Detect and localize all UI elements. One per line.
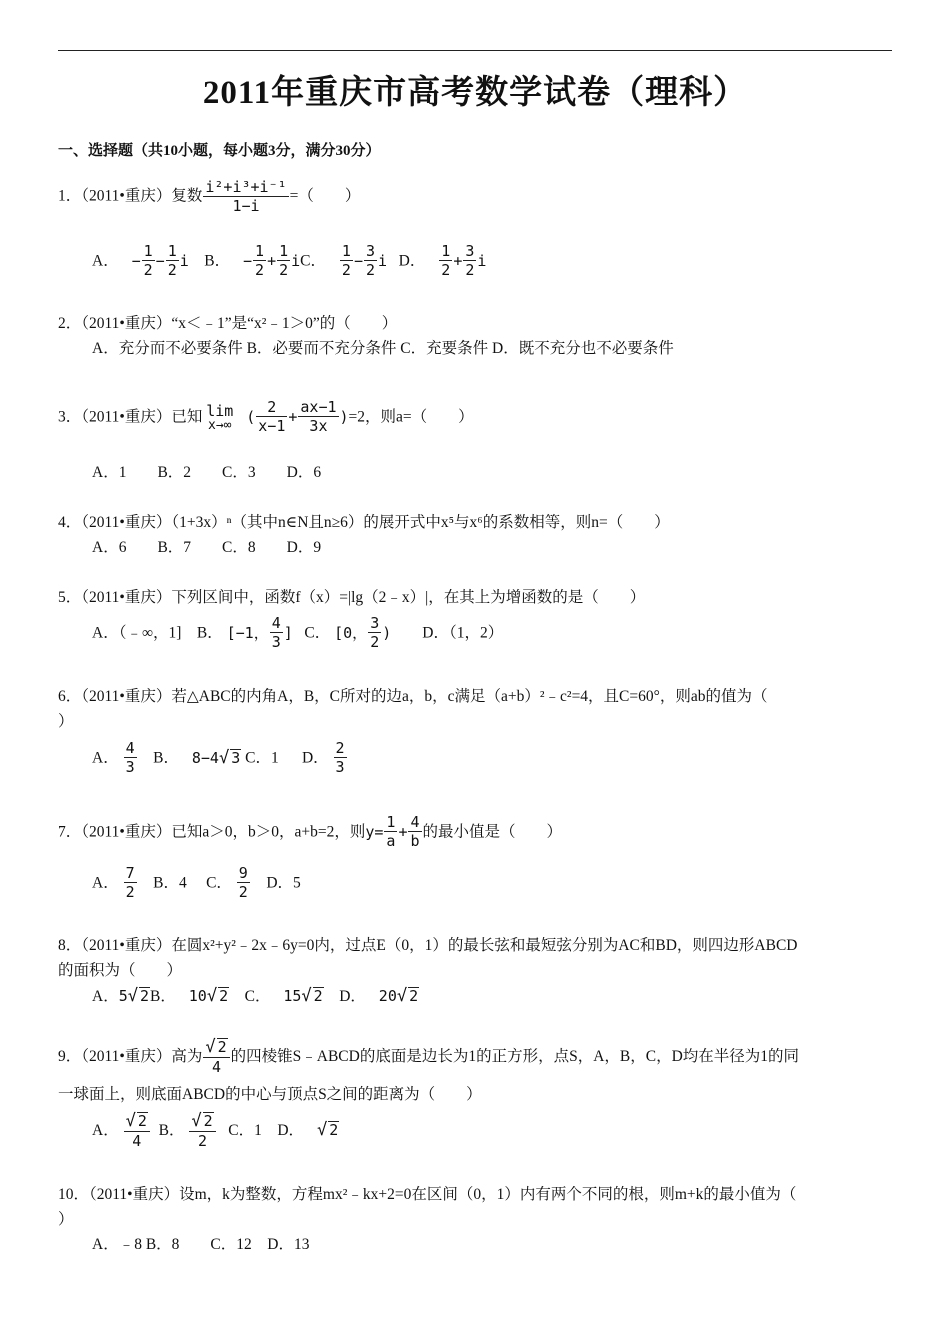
- question-9: 9．（2011•重庆）高为 $\frac{√ 2}{4}$ 的四棱锥S﹣ABCD的底面是边长为1的正方形，点S，A，B，C，D均在半径为1的同: [58, 1037, 800, 1077]
- question-10: 10．（2011•重庆）设m，k为整数，方程mx²﹣kx+2=0在区间（0，1）内有两个不同的根，则m+k的最小值为（: [58, 1186, 797, 1203]
- question-2-options: A．充分而不必要条件 B．必要而不充分条件 C．充要条件 D．既不充分也不必要条件: [92, 340, 674, 357]
- question-3-options: A．1 B．2 C．3 D．6: [92, 464, 322, 481]
- question-5-options: A．（﹣∞，1] B． [−1， $\frac{4}{3}$ ] C． [0， $\frac{3}{2}$ ) D．（1，2）: [92, 614, 504, 651]
- question-8-cont: 的面积为（ ）: [58, 962, 183, 979]
- q3-limit: lim x→∞: [206, 401, 234, 434]
- question-10-cont: ）: [58, 1211, 74, 1228]
- question-4-options: A．6 B．7 C．8 D．9: [92, 539, 322, 556]
- question-1: 1．（2011•重庆）复数 $\frac{\text{i²+i³+i⁻¹}}{1-i}$ =（ ）: [58, 178, 361, 215]
- question-9-cont: 一球面上，则底面ABCD的中心与顶点S之间的距离为（ ）: [58, 1086, 482, 1103]
- question-6-options: A． $\frac{4}{3}$ B． 8−4√ 3 C．1 D． $\frac{2}{3}$: [92, 739, 345, 776]
- question-7-options: A． $\frac{7}{2}$ B．4 C． $\frac{9}{2}$ D．5: [92, 864, 301, 901]
- top-rule: [58, 50, 892, 51]
- question-7: 7．（2011•重庆）已知a＞0，b＞0，a+b=2，则y= $\frac{1}{a}$ + $\frac{4}{b}$ 的最小值是（ ）: [58, 813, 563, 850]
- question-2: 2．（2011•重庆）“x＜﹣1”是“x²﹣1＞0”的（ ）: [58, 315, 398, 332]
- page-title: 2011年重庆市高考数学试卷（理科）: [202, 75, 748, 111]
- question-6: 6．（2011•重庆）若△ABC的内角A，B，C所对的边a，b，c满足（a+b）²﹣c²=4，且C=60°，则ab的值为（: [58, 688, 768, 705]
- question-9-options: A． $\frac{√ 2}{4}$ B． $\frac{√ 2}{2}$ C．1 D． √ 2: [92, 1111, 339, 1151]
- question-4: 4．（2011•重庆）（1+3x）ⁿ（其中n∈N且n≥6）的展开式中x⁵与x⁶的系数相等，则n=（ ）: [58, 514, 670, 531]
- question-8-options: A．5√ 2B． 10√ 2 C． 15√ 2 D． 20√ 2: [92, 986, 419, 1006]
- q1-fraction: $\frac{\text{i²+i³+i⁻¹}}{1-i}$: [205, 178, 287, 215]
- question-6-cont: ）: [58, 713, 74, 730]
- question-10-options: A．﹣8 B．8 C．12 D．13: [92, 1236, 310, 1253]
- question-8: 8．（2011•重庆）在圆x²+y²﹣2x﹣6y=0内，过点E（0，1）的最长弦和最短弦分别为AC和BD，则四边形ABCD: [58, 937, 798, 954]
- question-1-options: A． − $\frac{1}{2}$ − $\frac{1}{2}$ i B． − $\frac{1}{2}$ + $\frac{1}{2}$ iC． $\frac{1}{2}$ − $\frac{3}{2}$ i D． $\frac{1}{2}$ + $\frac{3}{2}$ i: [92, 242, 487, 279]
- question-5: 5．（2011•重庆）下列区间中，函数f（x）=|lg（2﹣x）|，在其上为增函数的是（ ）: [58, 589, 646, 606]
- section-heading: 一、选择题（共10小题，每小题3分，满分30分）: [58, 143, 381, 159]
- question-3: 3．（2011•重庆）已知 lim x→∞ ( $\frac{2}{x-1}$ + $\frac{ax-1}{3x}$ )=2，则a=（ ）: [58, 398, 474, 435]
